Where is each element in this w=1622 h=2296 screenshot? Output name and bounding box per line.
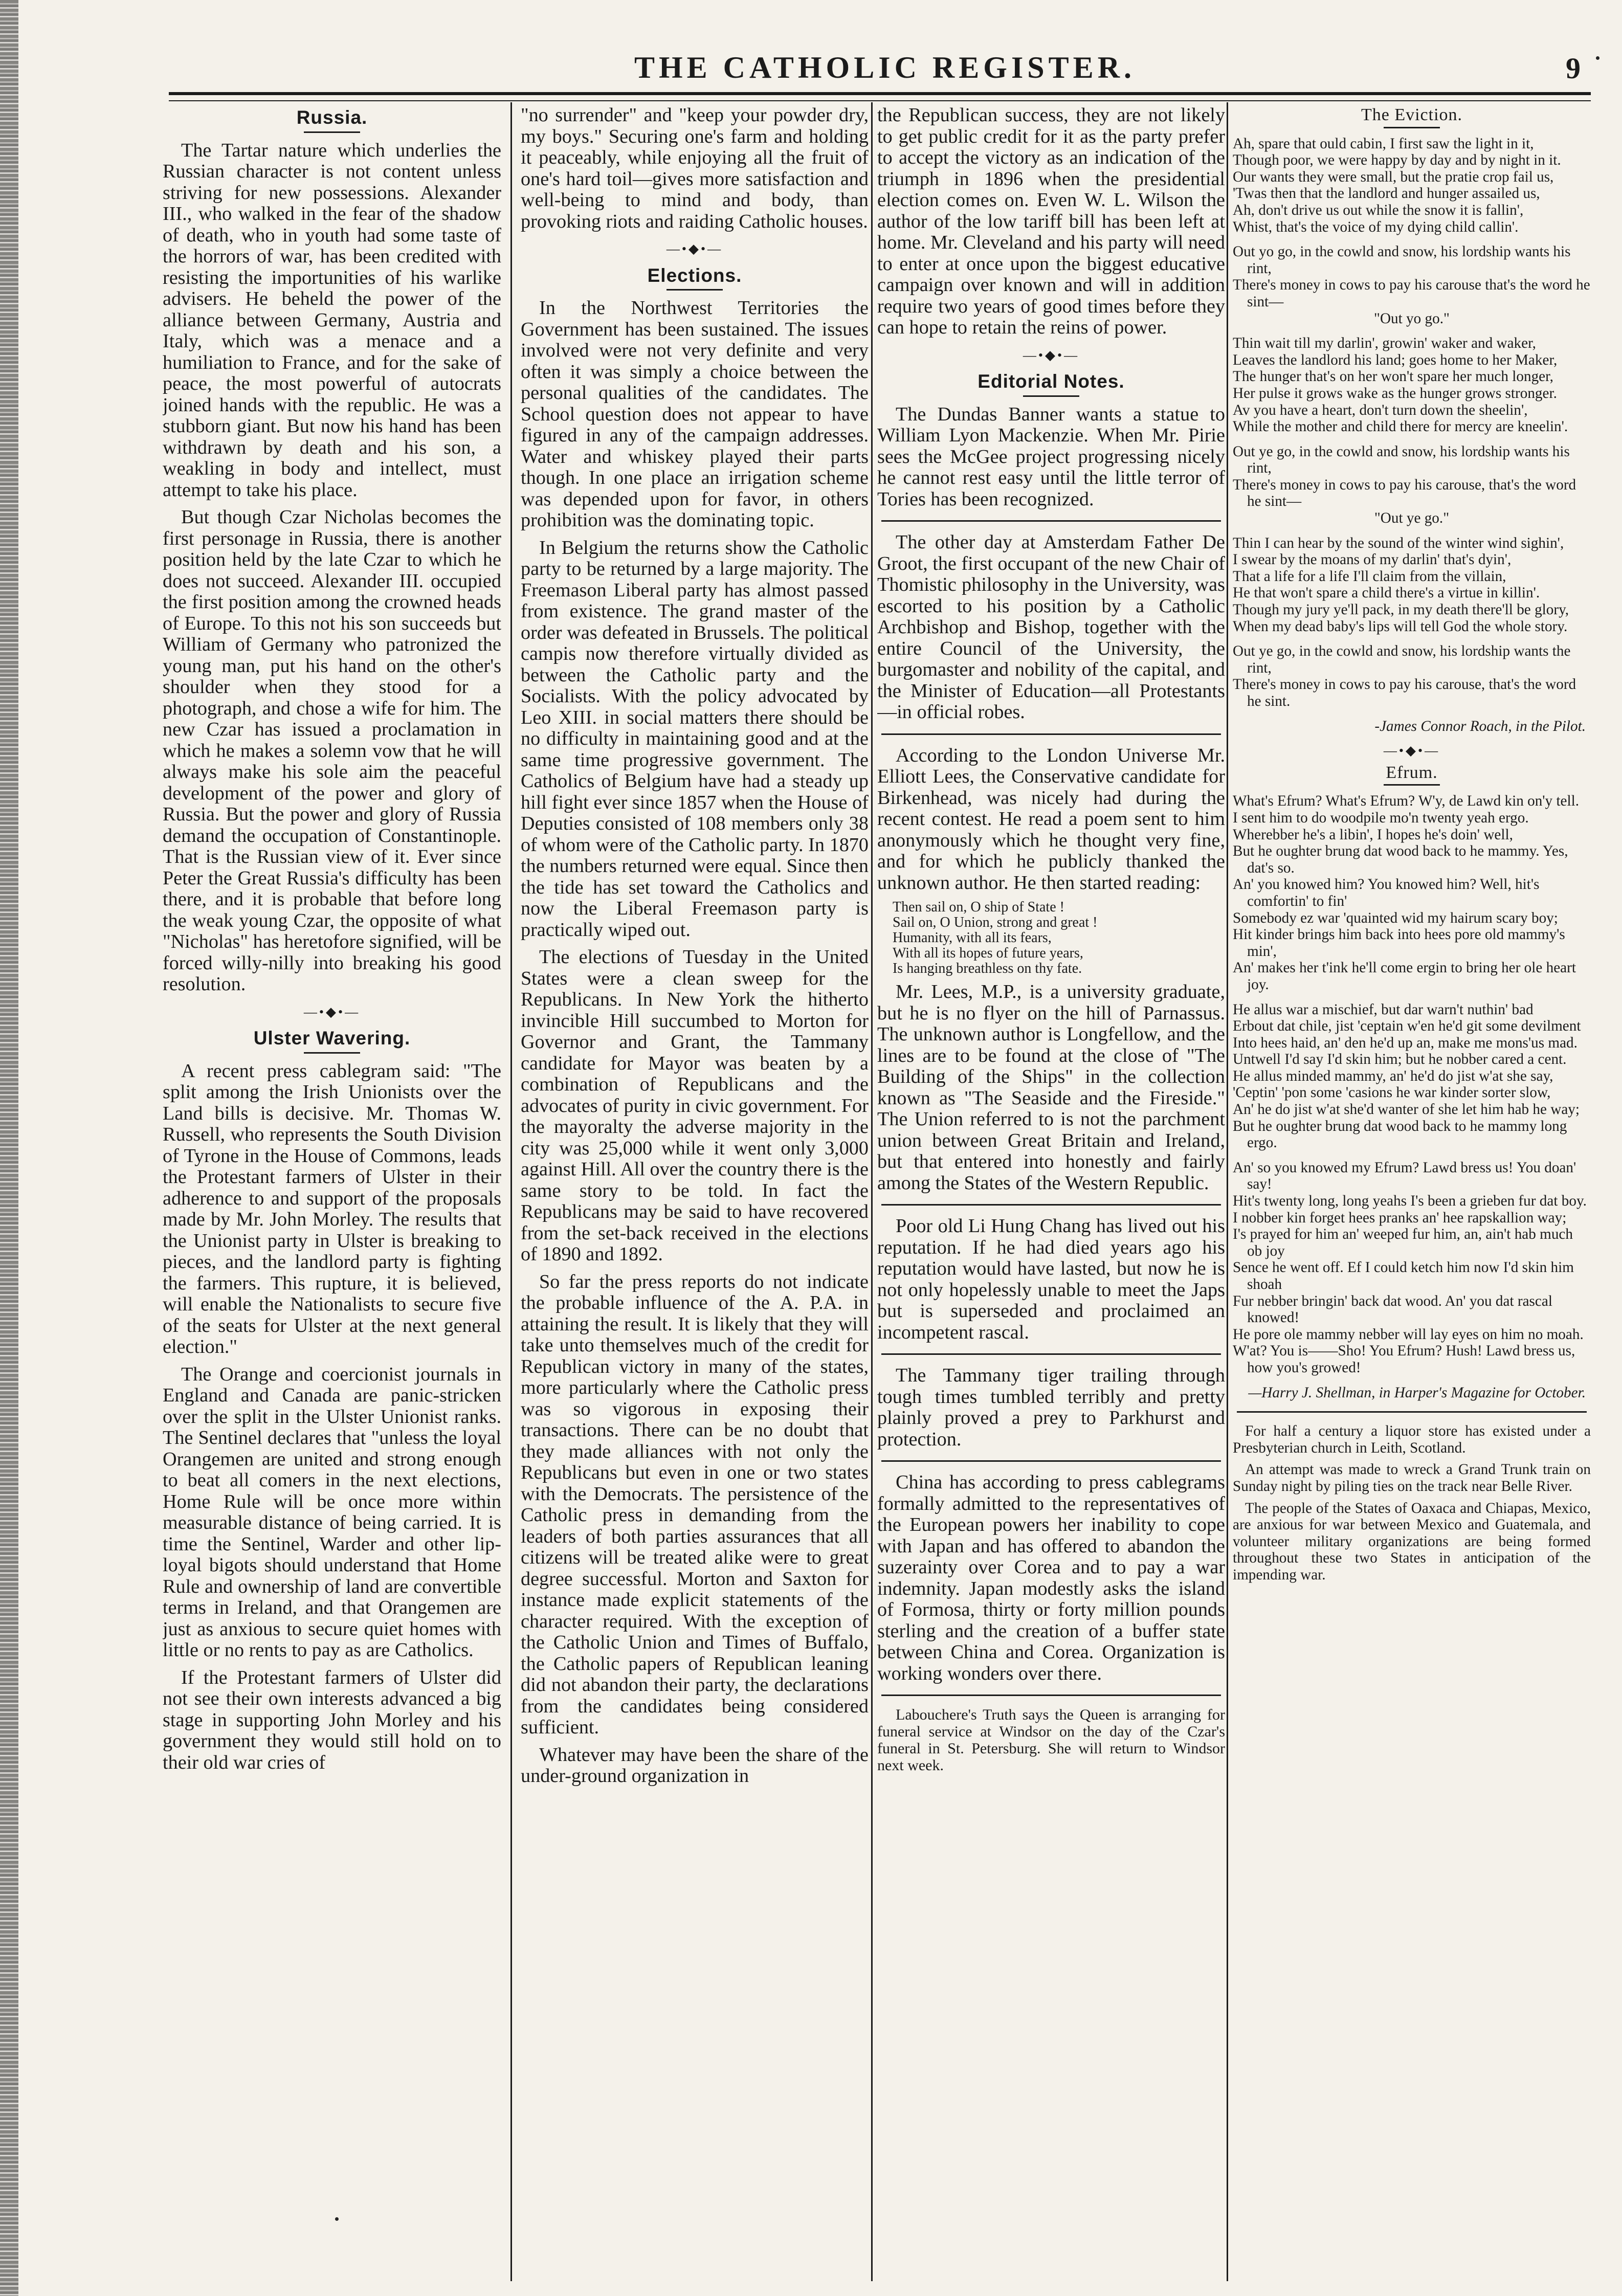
column-rule [510, 102, 512, 2281]
poem-line: An' you knowed him? You knowed him? Well, hit's comfortin' to fin' [1233, 876, 1540, 909]
news-brief: An attempt was made to wreck a Grand Trunk train on Sunday night by piling ties on the track near Belle River. [1233, 1461, 1591, 1495]
poem-line: "Out ye go." [1374, 510, 1450, 527]
masthead [169, 50, 1601, 91]
column-2 [521, 105, 869, 2273]
poem-stanza [1233, 535, 1591, 635]
article-heading-editorial-notes: Editorial Notes. [977, 371, 1125, 392]
poem-line: Though my jury ye'll pack, in my death there'll be glory, [1233, 601, 1569, 618]
heading-rule [1023, 395, 1079, 397]
poem-stanza [1233, 335, 1591, 435]
editorial-note: China has according to press cablegrams formally admitted to the representatives of the European powers her inability to cope with Japan and has offered to abandon the suzerainty over Corea and to pay a war indemnity. Japan modestly asks the island of Formosa, thirty or forty million pounds sterling and the creation of a buffer state between China and Corea. Organization is working wonders over there. [877, 1472, 1225, 1684]
section-ornament: —•◆•— [303, 1004, 361, 1019]
editorial-note: The Dundas Banner wants a statue to William Lyon Mackenzie. When Mr. Pirie sees the McGee project progressing nicely he cannot rest easy until the little terror of Tories has been recognized. [877, 403, 1225, 510]
verse-line: Is hanging breathless on thy fate. [893, 961, 1082, 976]
editorial-note: According to the London Universe Mr. Elliott Lees, the Conservative candidate for Birkenhead, was nicely had during the recent contest. He read a poem sent to him anonymously which he thought very fine, and for which he publicly thanked the unknown author. He then started reading: [877, 744, 1225, 894]
poem-line: Wherebber he's a libin', I hopes he's doin' well, [1233, 826, 1513, 843]
poem-line: Somebody ez war 'quainted wid my hairum scary boy; [1233, 909, 1558, 926]
poem-line: Hit's twenty long, long yeahs I's been a grieben fur dat boy. [1233, 1193, 1587, 1210]
poem-line: Into hees haid, an' den he'd up an, make me mons'us mad. [1233, 1034, 1577, 1051]
poem-line: Out ye go, in the cowld and snow, his lordship wants the rint, [1233, 643, 1571, 676]
poem-line: Ah, spare that ould cabin, I first saw the light in it, [1233, 135, 1534, 152]
page-number: 9 [1566, 52, 1581, 85]
note-divider [881, 1353, 1221, 1355]
verse-line: Humanity, with all its fears, [893, 930, 1052, 946]
poem-line: He pore ole mammy nebber will lay eyes on him no moah. [1233, 1326, 1584, 1343]
poem-stanza [1233, 643, 1591, 709]
poem-line: What's Efrum? What's Efrum? W'y, de Lawd kin on'y tell. [1233, 793, 1580, 810]
column-1 [163, 105, 501, 2273]
poem-line: I swear by the moans of my darlin' that's dyin', [1233, 551, 1512, 568]
poem-line: Her pulse it grows wake as the hunger grows stronger. [1233, 385, 1557, 402]
poem-line: W'at? You is——Sho! You Efrum? Hush! Lawd bress us, how you's growed! [1233, 1343, 1575, 1376]
verse-line: Then sail on, O ship of State ! [893, 899, 1064, 915]
masthead-rule [169, 92, 1591, 101]
poem-heading-eviction: The Eviction. [1361, 105, 1463, 124]
poem-line: But he oughter brung dat wood back to he mammy long ergo. [1233, 1118, 1567, 1151]
note-divider [881, 520, 1221, 522]
editorial-note: Labouchere's Truth says the Queen is arranging for funeral service at Windsor on the day of the Czar's funeral in St. Petersburg. She will return to Windsor next week. [877, 1706, 1225, 1774]
poem-line: Ah, don't drive us out while the snow it is fallin', [1233, 202, 1524, 218]
article-paragraph: A recent press cablegram said: "The split among the Irish Unionists over the Land bills is decisive. Mr. Thomas W. Russell, who represents the South Division of Tyrone in the House of Commons, leads the Protestant farmers of Ulster in their adherence to and support of the proposals made by Mr. John Morley. The results that the Unionist party in Ulster is breaking to pieces, and the landlord party is fighting the farmers. This rupture, it is believed, will enable the Nationalists to secure five of the seats for Ulster at the next general election." [163, 1060, 501, 1357]
note-divider [881, 733, 1221, 735]
verse-line: Sail on, O Union, strong and great ! [893, 915, 1098, 930]
poem-attribution: —Harry J. Shellman, in Harper's Magazine for October. [1248, 1384, 1586, 1401]
poem-line: The hunger that's on her won't spare her much longer, [1233, 368, 1553, 385]
poem-line: Though poor, we were happy by day and by night in it. [1233, 152, 1561, 169]
poem-heading-efrum: Efrum. [1386, 763, 1438, 782]
heading-rule [1384, 127, 1440, 128]
poem-line: I nobber kin forget hees pranks an' hee rapskallion way; [1233, 1209, 1567, 1226]
poem-stanza [1233, 793, 1591, 993]
poem-line: While the mother and child there for mercy are kneelin'. [1233, 418, 1568, 435]
poem-line: Whist, that's the voice of my dying child callin'. [1233, 218, 1519, 235]
poem-line: He that won't spare a child there's a virtue in killin'. [1233, 585, 1540, 601]
note-divider [881, 1204, 1221, 1206]
print-speck [1596, 56, 1599, 60]
column-3 [877, 105, 1225, 2273]
article-heading-russia: Russia. [296, 107, 368, 128]
poem-line: Untwell I'd say I'd skin him; but he nobber cared a cent. [1233, 1051, 1567, 1068]
poem-line: There's money in cows to pay his carouse, that's the word he sint— [1233, 476, 1576, 510]
article-paragraph: The elections of Tuesday in the United States were a clean sweep for the Republicans. In New York the hitherto invincible Hill succumbed to Morton for Governor and Grant, the Tammany candidate for Mayor was beaten by a combination of Republicans and the advocates of purity in civic government. For the mayoralty the adverse majority in the city was 25,000 while it went only 3,000 against Hill. All over the country there is the same story to be told. In fact the Republicans may be said to have recovered from the set-back received in the elections of 1890 and 1892. [521, 946, 869, 1265]
article-paragraph: The Tartar nature which underlies the Russian character is not content unless striving for new possessions. Alexander III., who walked in the fear of the shadow of death, who in youth had some taste of the horrors of war, has been credited with resisting the importunities of his warlike advisers. He beheld the power of the alliance between Germany, Austria and Italy, which was a menace and a humiliation to France, and for the sake of peace, the most powerful of autocrats joined hands with the republic. He was a stubborn giant. But now his hand has been withdrawn by death and his son, a weakling in body and intellect, must attempt to take his place. [163, 139, 501, 501]
editorial-note: The Tammany tiger trailing through tough times tumbled terribly and pretty plainly proved a prey to Parkhurst and protection. [877, 1365, 1225, 1450]
poem-attribution: -James Connor Roach, in the Pilot. [1374, 718, 1586, 734]
poem-line: An' makes her t'ink he'll come ergin to bring her ole heart joy. [1233, 960, 1576, 993]
poem-stanza [1233, 136, 1591, 236]
poem-line: Fur nebber bringin' back dat wood. An' you dat rascal knowed! [1233, 1292, 1552, 1326]
section-ornament: —•◆•— [1383, 743, 1440, 759]
article-paragraph: In the Northwest Territories the Government has been sustained. The issues involved were not very definite and very often it was simply a choice between the personal qualities of the candidates. The School question does not appear to have figured in any of the campaign addresses. Water and whiskey played their parts though. In one place an irrigation scheme was depended upon for favor, in others prohibition was the dominating topic. [521, 297, 869, 531]
poem-stanza [1233, 243, 1591, 327]
article-paragraph: Whatever may have been the share of the under-ground organization in [521, 1744, 869, 1787]
poem-line: 'Ceptin' 'pon some 'casions he war kinder sorter slow, [1233, 1084, 1551, 1101]
poem-line: That a life for a life I'll claim from the villain, [1233, 568, 1506, 585]
heading-rule [304, 131, 360, 133]
article-heading-ulster: Ulster Wavering. [253, 1028, 411, 1049]
poem-stanza [1233, 1160, 1591, 1376]
newspaper-title: THE CATHOLIC REGISTER. [634, 51, 1136, 84]
editorial-note: Mr. Lees, M.P., is a university graduate, but he is no flyer on the hill of Parnassus. The unknown author is Longfellow, and the lines are to be found at the close of "The Building of the Ships" in the collection known as "The Seaside and the Fireside." The Union referred to is not the parchment union between Great Britain and Ireland, but that entered into honestly and fairly among the States of the Western Republic. [877, 981, 1225, 1194]
poem-stanza [1233, 443, 1591, 527]
poem-line: He allus minded mammy, an' he'd do jist w'at she say, [1233, 1067, 1553, 1084]
column-rule [871, 102, 873, 2281]
print-speck [335, 2217, 339, 2221]
article-heading-elections: Elections. [647, 264, 742, 286]
note-divider [881, 1460, 1221, 1462]
poem-line: But he oughter brung dat wood back to he mammy. Yes, dat's so. [1233, 843, 1568, 876]
note-divider [881, 1695, 1221, 1696]
heading-rule [666, 289, 723, 291]
column-4 [1233, 105, 1591, 2273]
article-paragraph: "no surrender" and "keep your powder dry, my boys." Securing one's farm and holding it peaceably, while enjoying all the fruit of one's hard toil—gives more satisfaction and well-being to mind and body, than provoking riots and raiding Catholic houses. [521, 105, 869, 232]
heading-rule [1384, 784, 1440, 786]
poem-line: An' he do jist w'at she'd wanter of she let him hab he way; [1233, 1101, 1580, 1118]
editorial-note: Poor old Li Hung Chang has lived out his reputation. If he had died years ago his reputation would have lasted, but now he is not only hopelessly unable to meet the Japs but is superseded and proclaimed an incompetent rascal. [877, 1215, 1225, 1343]
article-paragraph: In Belgium the returns show the Catholic party to be returned by a large majority. The Freemason Liberal party has almost passed from existence. The grand master of the order was defeated in Brussels. The political campis now therefore virtually divided as between the Catholic party and the Socialists. With the policy advocated by Leo XIII. in social matters there should be no difficulty in maintaining good and at the same time progressive government. The Catholics of Belgium have had a steady up hill fight ever since 1857 when the House of Deputies consisted of 108 members only 38 of whom were of the Catholic party. In 1870 the numbers returned were equal. Since then the tide has set toward the Catholics and now the Liberal Freemason party is practically wiped out. [521, 537, 869, 941]
news-brief: The people of the States of Oaxaca and Chiapas, Mexico, are anxious for war between Mexico and Guatemala, and volunteer military organizations are being formed throughout these two States in anticipation of the impending war. [1233, 1500, 1591, 1583]
poem-line: "Out yo go." [1374, 310, 1450, 327]
poem-line: He allus war a mischief, but dar warn't nuthin' bad [1233, 1001, 1534, 1018]
poem-line: I sent him to do woodpile mo'n twenty yeah ergo. [1233, 809, 1529, 826]
poem-line: Hit kinder brings him back into hees pore old mammy's min', [1233, 926, 1565, 960]
note-divider [1237, 1411, 1587, 1413]
article-paragraph: If the Protestant farmers of Ulster did not see their own interests advanced a big stage in supporting John Morley and his government they would still hold on to their old war cries of [163, 1666, 501, 1773]
section-ornament: —•◆•— [1023, 347, 1080, 363]
poem-line: Sence he went off. Ef I could ketch him now I'd skin him shoah [1233, 1259, 1574, 1292]
poem-line: I's prayed for him an' weeped fur him, an, ain't hab much ob joy [1233, 1226, 1573, 1259]
article-paragraph: So far the press reports do not indicate the probable influence of the A. P.A. in attaining the result. It is likely that they will take unto themselves much of the credit for Republican victory in many of the states, more particularly where the Catholic press was so vigorous in exposing their transactions. There can be no doubt that they made alliances with not only the Republicans but even in one or two states with the Democrats. The persistence of the Catholic press in demanding from the leaders of both parties assurances that all citizens will be treated alike were to great degree successful. Morton and Saxton for instance made explicit statements of the character required. With the exception of the Catholic Union and Times of Buffalo, the Catholic papers of Republican leaning did not abandon their party, the declarations from the candidates being considered sufficient. [521, 1270, 869, 1738]
article-paragraph: The Orange and coercionist journals in England and Canada are panic-stricken over the split in the Ulster Unionist ranks. The Sentinel declares that "unless the loyal Orangemen are united and strong enough to beat all comers in the next elections, Home Rule will be once more within measurable distance of being carried. It is time the Sentinel, Warder and other lip-loyal bigots should understand that Home Rule and ownership of land are convertible terms in Ireland, and that Orangemen are just as anxious to secure quiet homes with little or no rents to pay as are Catholics. [163, 1363, 501, 1661]
news-brief: For half a century a liquor store has existed under a Presbyterian church in Leith, Scotland. [1233, 1423, 1591, 1456]
article-paragraph: But though Czar Nicholas becomes the first personage in Russia, there is another position held by the late Czar to which he does not succeed. Alexander III. occupied the first position among the crowned heads of Europe. To this not his son succeeds but William of Germany who patronized the young man, put his hand on the other's shoulder when they stood for a photograph, and chose a wife for him. The new Czar has issued a proclamation in which he makes a solemn vow that he will always make his sole aim the peaceful development of the power and glory of Russia. But the power and glory of Russia demand the occupation of Constantinople. That is the Russian view of it. Ever since Peter the Great Russia's difficulty has been there, and it is probable that before long the weak young Czar, the opposite of what "Nicholas" has heretofore signified, will be forced willy-nilly into breaking his good resolution. [163, 506, 501, 995]
binding-edge [0, 0, 18, 2296]
heading-rule [304, 1052, 360, 1054]
poem-stanza [1233, 1001, 1591, 1151]
poem-line: Leaves the landlord his land; goes home to her Maker, [1233, 351, 1558, 368]
verse-line: With all its hopes of future years, [893, 945, 1083, 961]
poem-line: An' so you knowed my Efrum? Lawd bress us! You doan' say! [1233, 1159, 1576, 1193]
poem-line: Out ye go, in the cowld and snow, his lordship wants his rint, [1233, 443, 1570, 477]
poem-line: Av you have a heart, don't turn down the sheelin', [1233, 402, 1528, 418]
article-paragraph: the Republican success, they are not likely to get public credit for it as the party prefer to accept the victory as an indication of the triumph in 1896 when the presidential election comes on. Even W. L. Wilson the author of the low tariff bill has been left at home. Mr. Cleveland and his party will need to enter at once upon the biggest educative campaign over known and will in addition require two years of good times before they can hope to retain the reins of power. [877, 105, 1225, 338]
poem-line: There's money in cows to pay his carouse, that's the word he sint. [1233, 676, 1576, 709]
poem-line: Thin I can hear by the sound of the winter wind sighin', [1233, 534, 1564, 551]
editorial-note: The other day at Amsterdam Father De Groot, the first occupant of the new Chair of Thomistic philosophy in the University, was escorted to his position by a Catholic Archbishop and Bishop, together with the entire Council of the University, the burgomaster and nobility of the capital, and the Minister of Education—all Protestants—in official robes. [877, 531, 1225, 723]
quoted-verse [877, 900, 1225, 976]
poem-line: Thin wait till my darlin', growin' waker and waker, [1233, 335, 1536, 352]
poem-line: 'Twas then that the landlord and hunger assailed us, [1233, 185, 1540, 202]
section-ornament: —•◆•— [666, 241, 723, 256]
column-rule [1227, 102, 1228, 2281]
poem-line: Erbout dat chile, jist 'ceptain w'en he'd git some devilment [1233, 1018, 1581, 1035]
poem-line: Our wants they were small, but the pratie crop fail us, [1233, 168, 1554, 185]
poem-line: There's money in cows to pay his carouse that's the word he sint— [1233, 277, 1590, 310]
poem-line: When my dead baby's lips will tell God the whole story. [1233, 618, 1568, 635]
poem-line: Out yo go, in the cowld and snow, his lordship wants his rint, [1233, 243, 1571, 277]
